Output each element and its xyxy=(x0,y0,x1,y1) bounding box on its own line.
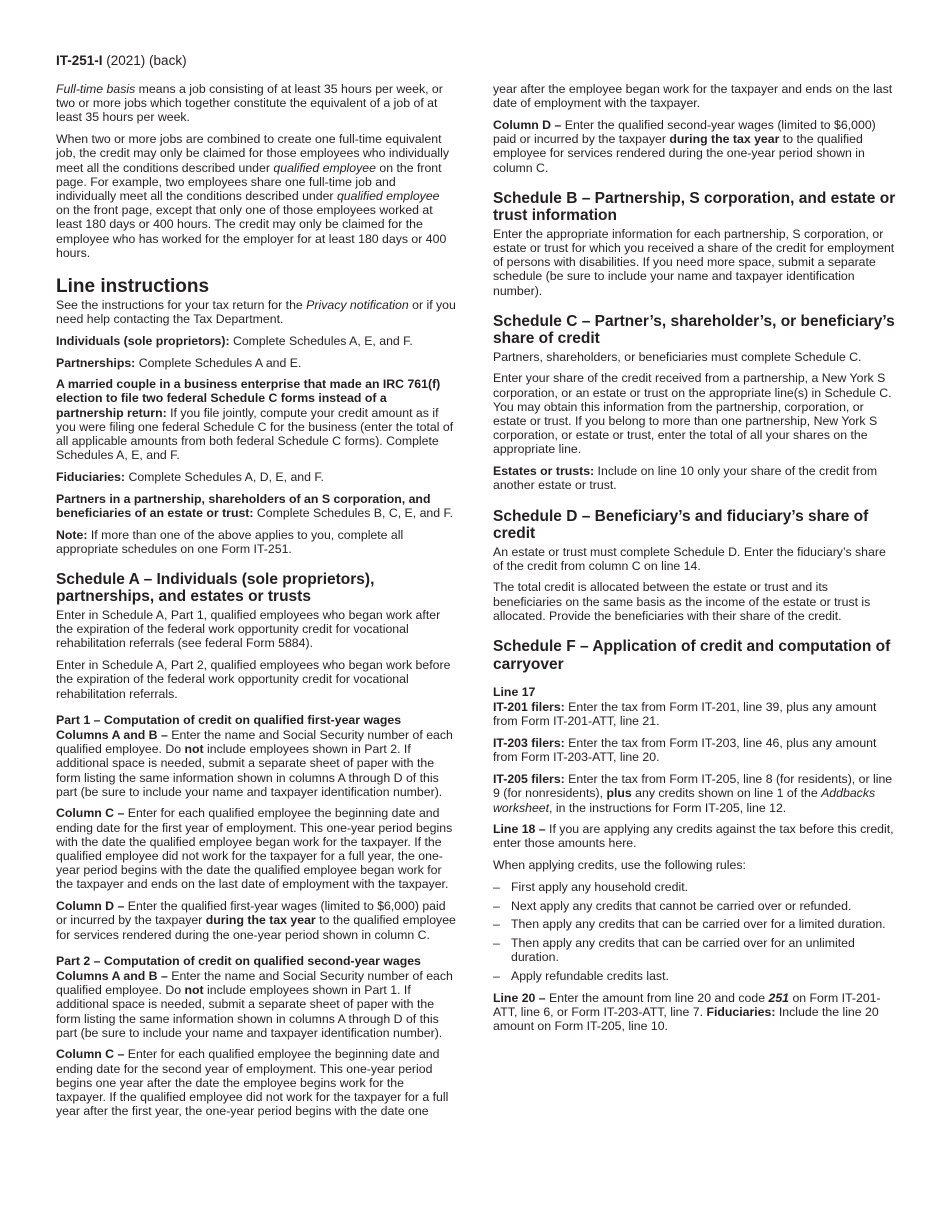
line-17-heading: Line 17 xyxy=(493,685,536,700)
form-year-side: (2021) (back) xyxy=(102,53,187,68)
line-20-paragraph: Line 20 – Enter the amount from line 20 and code 251 on Form IT-201-ATT, line 6, or Form IT-203-ATT, line 7. Fiduciaries: Include the line 20 amount on Form IT-205, line 10. xyxy=(493,990,881,1033)
full-time-basis-paragraph: Full-time basis means a job consisting of at least 35 hours per week, or two or more jobs which together constitute the equivalent of a job of at least 35 hours per week. xyxy=(56,82,443,125)
partners-instruction: Partners in a partnership, shareholders of an S corporation, and beneficiaries of an estate or trust: Complete Schedules B, C, E, and F. xyxy=(56,491,454,520)
schedule-b-heading: Schedule B – Partnership, S corporation, and estate or trust information xyxy=(493,189,896,225)
it-203-filers: IT-203 filers: Enter the tax from Form IT-203, line 46, plus any amount from Form IT-203-ATT, line 20. xyxy=(493,736,877,765)
note-paragraph: Note: If more than one of the above applies to you, complete all appropriate schedules on one Form IT-251. xyxy=(56,527,404,556)
part-2-columns-a-b: Columns A and B – Enter the name and Social Security number of each qualified employee. Do not include employees shown in Part 1. If additional space is needed, submit a separate sheet of paper with the form listing the same information shown in columns A through D of this part (be sure to include your name and taxpayer identification number). xyxy=(56,968,453,1040)
fiduciaries-instruction: Fiduciaries: Complete Schedules A, D, E, and F. xyxy=(56,469,324,484)
credit-rules-list xyxy=(493,880,896,983)
schedule-b-paragraph: Enter the appropriate information for each partnership, S corporation, or estate or trust for which you received a share of the credit for employment of persons with disabilities. If you need more space, submit a separate schedule (be sure to include your name and taxpayer identification number). xyxy=(493,226,895,298)
part-1-column-d: Column D – Enter the qualified first-year wages (limited to $6,000) paid or incurred by the taxpayer during the tax year to the qualified employee for services rendered during the one-year period shown in column C. xyxy=(56,899,456,942)
schedule-a-paragraph-1: Enter in Schedule A, Part 1, qualified employees who began work after the expiration of the federal work opportunity credit for vocational rehabilitation referrals (see federal Form 5884). xyxy=(56,607,441,651)
list-item: – Then apply any credits that can be carried over for a limited duration. xyxy=(493,917,886,932)
schedule-c-paragraph-2: Enter your share of the credit received from a partnership, a New York S corporation, or an estate or trust on the appropriate line(s) in Schedule C. You may obtain this information from the partnership, corporation, or estate or trust. If you belong to more than one partnership, New York S corporation, or estate or trust, enter the total of all your shares on the appropriate line. xyxy=(493,371,892,457)
right-column xyxy=(493,82,896,1041)
line-18-paragraph: Line 18 – If you are applying any credits against the tax before this credit, enter those amounts here. xyxy=(493,822,894,851)
part-1-heading: Part 1 – Computation of credit on qualified first-year wages xyxy=(56,712,402,727)
list-item: – First apply any household credit. xyxy=(493,879,689,894)
schedule-d-paragraph-1: An estate or trust must complete Schedule D. Enter the fiduciary’s share of the credit from column C on line 14. xyxy=(493,544,886,573)
form-id: IT-251-I xyxy=(56,53,103,68)
part-2-column-d: Column D – Enter the qualified second-year wages (limited to $6,000) paid or incurred by the taxpayer during the tax year to the qualified employee for services rendered during the one-year period shown in column C. xyxy=(493,117,876,175)
part-2-column-c: Column C – Enter for each qualified employee the beginning date and ending date for the second year of employment. This one-year period begins one year after the date the employee begins work for the taxpayer. If the qualified employee did not work for the taxpayer for a full year after the first year, the one-year period begins with the date one xyxy=(56,1047,449,1119)
rules-intro: When applying credits, use the following rules: xyxy=(493,858,746,873)
part-2-column-c-continued: year after the employee began work for the taxpayer and ends on the last date of employment with the taxpayer. xyxy=(493,82,893,111)
list-item: – Next apply any credits that cannot be carried over or refunded. xyxy=(493,898,852,913)
married-couple-instruction: A married couple in a business enterprise that made an IRC 761(f) election to file two federal Schedule C forms instead of a partnership return: If you file jointly, compute your credit amount as if you were filing one federal Schedule C for the business (enter the total of all applicable amounts from both federal Schedule C forms). Complete Schedules A, E, and F. xyxy=(56,377,454,463)
list-item: – Apply refundable credits last. xyxy=(493,968,669,983)
line-instructions-heading: Line instructions xyxy=(56,275,210,297)
partnerships-instruction: Partnerships: Complete Schedules A and E. xyxy=(56,355,302,370)
schedule-d-heading: Schedule D – Beneficiary’s and fiduciary’s share of credit xyxy=(493,507,869,543)
it-201-filers: IT-201 filers: Enter the tax from Form IT-201, line 39, plus any amount from Form IT-201-ATT, line 21. xyxy=(493,700,877,729)
part-2-heading: Part 2 – Computation of credit on qualified second-year wages xyxy=(56,953,421,968)
schedule-a-heading: Schedule A – Individuals (sole proprietors), partnerships, and estates or trusts xyxy=(56,570,375,606)
individuals-instruction: Individuals (sole proprietors): Complete Schedules A, E, and F. xyxy=(56,333,413,348)
estates-or-trusts-paragraph: Estates or trusts: Include on line 10 only your share of the credit from another estate or trust. xyxy=(493,464,878,493)
schedule-a-paragraph-2: Enter in Schedule A, Part 2, qualified employees who began work before the expiration of the federal work opportunity credit for vocational rehabilitation referrals. xyxy=(56,658,451,701)
left-column xyxy=(56,82,456,1126)
part-1-column-c: Column C – Enter for each qualified employee the beginning date and ending date for the first year of employment. This one-year period begins with the date the qualified employee began work for the taxpayer. If the qualified employee did not work for the taxpayer for a full year, the one-year period begins with the date the qualified employee began work for the taxpayer and ends on the last date of employment with the taxpayer. xyxy=(56,806,453,892)
combined-jobs-paragraph: When two or more jobs are combined to create one full-time equivalent job, the credit may only be claimed for those employees who individually meet all the conditions described under qualified employee on the front page. For example, two employees share one full-time job and individually meet all the conditions described under qualified employee on the front page, except that only one of those employees worked at least 180 days or 400 hours. The credit may only be claimed for the employee who has worked for the employer for at least 180 days or 400 hours. xyxy=(56,132,450,260)
page-header xyxy=(56,53,187,68)
line-instructions-intro: See the instructions for your tax return for the Privacy notification or if you need help contacting the Tax Department. xyxy=(56,297,456,327)
part-1-columns-a-b: Columns A and B – Enter the name and Social Security number of each qualified employee. Do not include employees shown in Part 2. If additional space is needed, submit a separate sheet of paper with the form listing the same information shown in columns A through D of this part (be sure to include your name and taxpayer identification number). xyxy=(56,727,453,799)
schedule-c-paragraph-1: Partners, shareholders, or beneficiaries must complete Schedule C. xyxy=(493,349,862,364)
list-item: – Then apply any credits that can be carried over for an unlimited duration. xyxy=(493,935,855,965)
schedule-c-heading: Schedule C – Partner’s, shareholder’s, or beneficiary’s share of credit xyxy=(493,312,895,348)
schedule-f-heading: Schedule F – Application of credit and computation of carryover xyxy=(493,638,891,673)
schedule-d-paragraph-2: The total credit is allocated between the estate or trust and its beneficiaries on the same basis as the income of the estate or trust is allocated. Provide the beneficiaries with their share of the credit. xyxy=(493,580,871,623)
it-205-filers: IT-205 filers: Enter the tax from Form IT-205, line 8 (for residents), or line 9 (for nonresidents), plus any credits shown on line 1 of the Addbacks worksheet, in the instructions for Form IT-205, line 12. xyxy=(493,772,893,815)
